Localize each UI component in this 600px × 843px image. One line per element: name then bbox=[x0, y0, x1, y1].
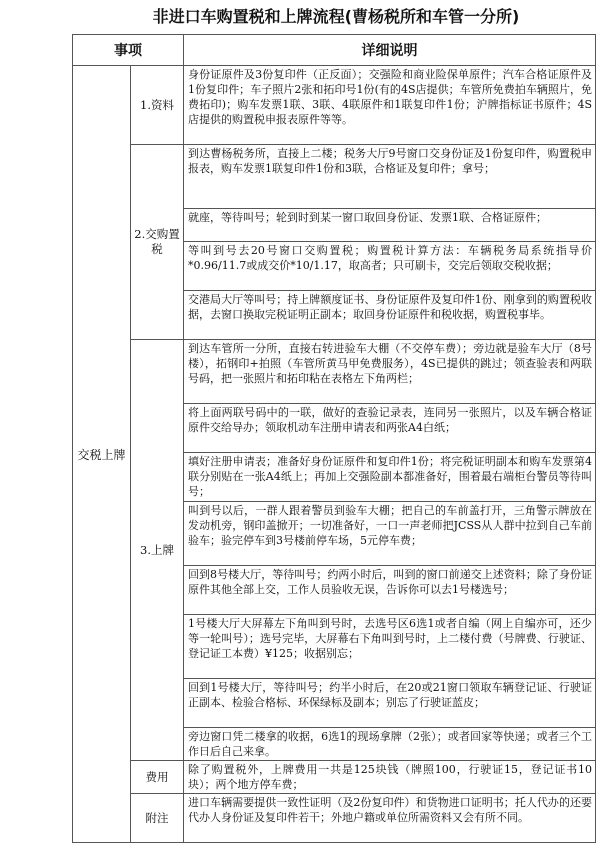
table-row bbox=[73, 145, 596, 209]
detail-cell: 旁边窗口凭二楼拿的收据，6选1的现场拿牌（2张）；或者回家等快递；或者三个工作日后自己来拿。 bbox=[184, 728, 596, 761]
detail-cell: 身份证原件及3份复印件（正反面）；交强险和商业险保单原件；汽车合格证原件及1份复印件；车子照片2张和拓印号1份(有的4S店提供；车管所免费拍车辆照片，免费拓印)；购车发票1联、3联、4联原件和1联复印件1份；沪牌指标证书原件；4S店提供的购置税申报表原件等等。 bbox=[184, 66, 596, 145]
section-label: 交税上牌 bbox=[73, 66, 131, 843]
subsection-label: 附注 bbox=[131, 794, 184, 843]
detail-cell: 到达车管所一分所，直接右转进验车大棚（不交停车费）；旁边就是验车大厅（8号楼），拓钢印+拍照（车管所黄马甲免费服务），4S已提供的跳过；领查验表和两联号码，把一张照片和拓印粘在表格左下角两栏； bbox=[184, 340, 596, 404]
detail-cell: 叫到号以后，一群人跟着警员到验车大棚；把自己的车前盖打开，三角警示牌放在发动机旁，钢印盖掀开；一切准备好，一口一声老师把JCSS从人群中拉到自己车前验车；验完停车到3号楼前停车场，5元停车费； bbox=[184, 502, 596, 566]
document bbox=[72, 0, 600, 825]
page-title: 非进口车购置税和上牌流程(曹杨税所和车管一分所) bbox=[152, 7, 520, 26]
detail-cell: 交港局大厅等叫号；持上牌额度证书、身份证原件及复印件1份、刚拿到的购置税收据，去窗口换取完税证明正副本；取回身份证原件和税收据，购置税事毕。 bbox=[184, 291, 596, 340]
subsection-label: 3.上牌 bbox=[131, 340, 184, 761]
table-row bbox=[73, 66, 596, 145]
detail-cell: 将上面两联号码中的一联，做好的查验记录表，连同另一张照片，以及车辆合格证原件交给导办；领取机动车注册申请表和两张A4白纸； bbox=[184, 404, 596, 453]
detail-cell: 填好注册申请表；准备好身份证原件和复印件1份；将完税证明副本和购车发票第4联分别贴在一张A4纸上；再加上交强险副本都准备好，围着最右端柜台警员等待叫号； bbox=[184, 453, 596, 502]
detail-cell: 进口车辆需要提供一致性证明（及2份复印件）和货物进口证明书；托人代办的还要代办人身份证及复印件若干；外地户籍或单位所需资料又会有所不同。 bbox=[184, 794, 596, 843]
table-row bbox=[73, 340, 596, 404]
detail-cell: 回到8号楼大厅，等待叫号；约两小时后，叫到的窗口前递交上述资料；除了身份证原件其他全部上交，工作人员验收无误，告诉你可以去1号楼选号； bbox=[184, 566, 596, 615]
detail-cell: 就座，等待叫号；轮到时到某一窗口取回身份证、发票1联、合格证原件； bbox=[184, 209, 596, 242]
detail-cell: 除了购置税外，上牌费用一共是125块钱（牌照100，行驶证15，登记证书10块）；两个地方停车费； bbox=[184, 761, 596, 794]
subsection-label: 费用 bbox=[131, 761, 184, 794]
header-details: 详细说明 bbox=[184, 35, 596, 66]
detail-cell: 到达曹杨税务所，直接上二楼；税务大厅9号窗口交身份证及1份复印件，购置税申报表，购车发票1联复印件1份和3联，合格证及复印件；拿号； bbox=[184, 145, 596, 209]
detail-cell: 1号楼大厅大屏幕左下角叫到号时，去选号区6选1或者自编（网上自编亦可，还少等一轮叫号）；选号完毕，大屏幕右下角叫到号时，上二楼付费（号牌费、行驶证、登记证工本费）¥125；收据别忘； bbox=[184, 615, 596, 679]
subsection-label: 2.交购置税 bbox=[131, 145, 184, 340]
subsection-label: 1.资料 bbox=[131, 66, 184, 145]
process-table bbox=[72, 34, 596, 843]
table-header-row bbox=[73, 35, 596, 66]
detail-cell: 回到1号楼大厅，等待叫号；约半小时后，在20或21窗口领取车辆登记证、行驶证正副本、检验合格标、环保绿标及副本；别忘了行驶证蓝皮； bbox=[184, 679, 596, 728]
detail-cell: 等叫到号去20号窗口交购置税；购置税计算方法：车辆税务局系统指导价*0.96/11.7或成交价*10/1.17，取高者；只可刷卡，交完后领取交税收据； bbox=[184, 242, 596, 291]
table-row bbox=[73, 761, 596, 794]
table-row bbox=[73, 794, 596, 843]
header-item: 事项 bbox=[73, 35, 184, 66]
